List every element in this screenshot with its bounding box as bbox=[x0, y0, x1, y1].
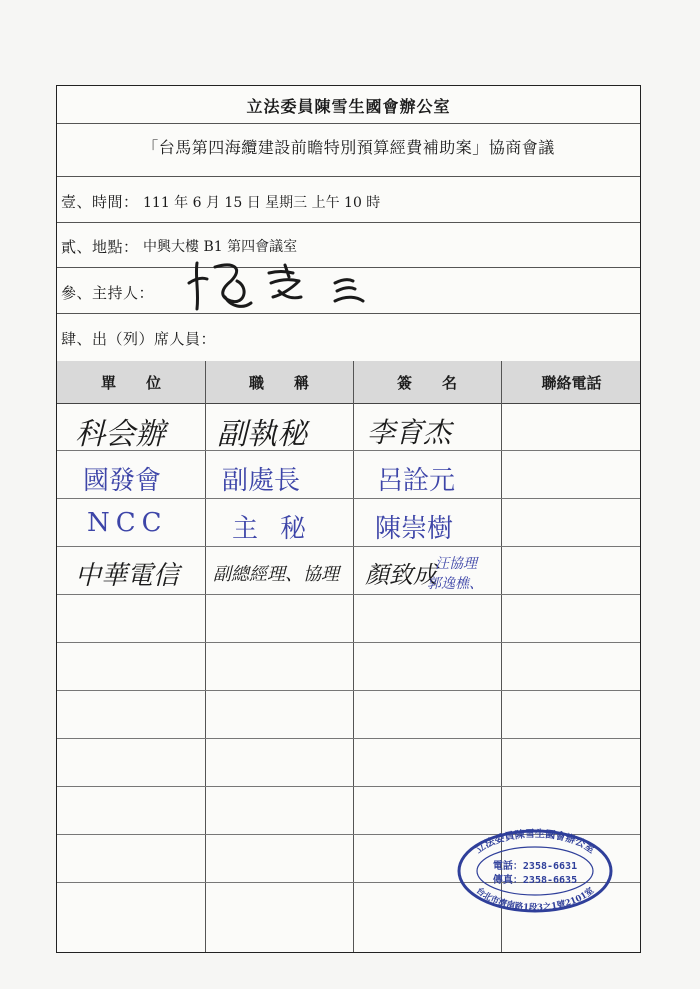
seal-ring-text: 立法委員陳雪生國會辦公室 bbox=[473, 828, 597, 856]
meeting-sign-in-sheet bbox=[56, 85, 641, 953]
row-divider bbox=[57, 690, 640, 691]
divider bbox=[57, 123, 640, 124]
row2-unit: 國發會 bbox=[83, 466, 162, 496]
row2-title: 副處長 bbox=[222, 466, 301, 496]
row3-signature: 陳崇樹 bbox=[375, 514, 454, 544]
row3-title: 主秘 bbox=[232, 514, 329, 544]
divider bbox=[57, 222, 640, 223]
time-label: 壹、時間： bbox=[61, 193, 139, 211]
place-value: 中興大樓 B1 第四會議室 bbox=[143, 239, 298, 255]
row1-signature: 李育杰 bbox=[367, 416, 452, 449]
row3-unit: NCC bbox=[87, 508, 168, 538]
row4-signature: 顏致成 bbox=[365, 561, 437, 589]
office-title: 立法委員陳雪生國會辦公室 bbox=[246, 97, 451, 116]
row4-unit: 中華電信 bbox=[75, 561, 180, 591]
row-divider bbox=[57, 498, 640, 499]
divider bbox=[57, 176, 640, 177]
host-label: 參、主持人： bbox=[61, 284, 155, 302]
row-divider bbox=[57, 594, 640, 595]
header-unit: 單 位 bbox=[100, 374, 161, 392]
row4-extra-name-1: 汪協理 bbox=[435, 556, 477, 572]
office-seal bbox=[455, 826, 615, 916]
row-divider bbox=[57, 642, 640, 643]
meeting-title: 「台馬第四海纜建設前瞻特別預算經費補助案」協商會議 bbox=[142, 138, 555, 157]
row4-title: 副總經理、協理 bbox=[213, 564, 339, 585]
row1-title: 副執秘 bbox=[217, 417, 307, 452]
seal-phone: 電話：2358-6631 bbox=[492, 861, 578, 872]
attendees-label: 肆、出（列）席人員： bbox=[61, 330, 217, 348]
seal-address: 台北市濟南路1段3之1號2101室 bbox=[473, 885, 597, 914]
time-value: 111 年 6 月 15 日 星期三 上午 10 時 bbox=[143, 195, 381, 211]
svg-text:台北市濟南路1段3之1號2101室 bbox=[474, 885, 597, 913]
divider bbox=[57, 313, 640, 314]
row-divider bbox=[57, 546, 640, 547]
header-signature: 簽 名 bbox=[396, 374, 457, 392]
place-label: 貳、地點： bbox=[61, 238, 139, 256]
host-signature bbox=[185, 257, 375, 317]
header-title: 職 稱 bbox=[248, 374, 309, 392]
row-divider bbox=[57, 786, 640, 787]
header-phone: 聯絡電話 bbox=[541, 374, 602, 392]
row2-signature: 呂詮元 bbox=[377, 466, 456, 496]
row4-extra-name-2: 郭逸樵、 bbox=[427, 576, 483, 592]
row-divider bbox=[57, 738, 640, 739]
table-header bbox=[57, 361, 640, 404]
row1-unit: 科会辦 bbox=[75, 417, 165, 452]
seal-fax: 傳真：2358-6635 bbox=[492, 875, 578, 886]
